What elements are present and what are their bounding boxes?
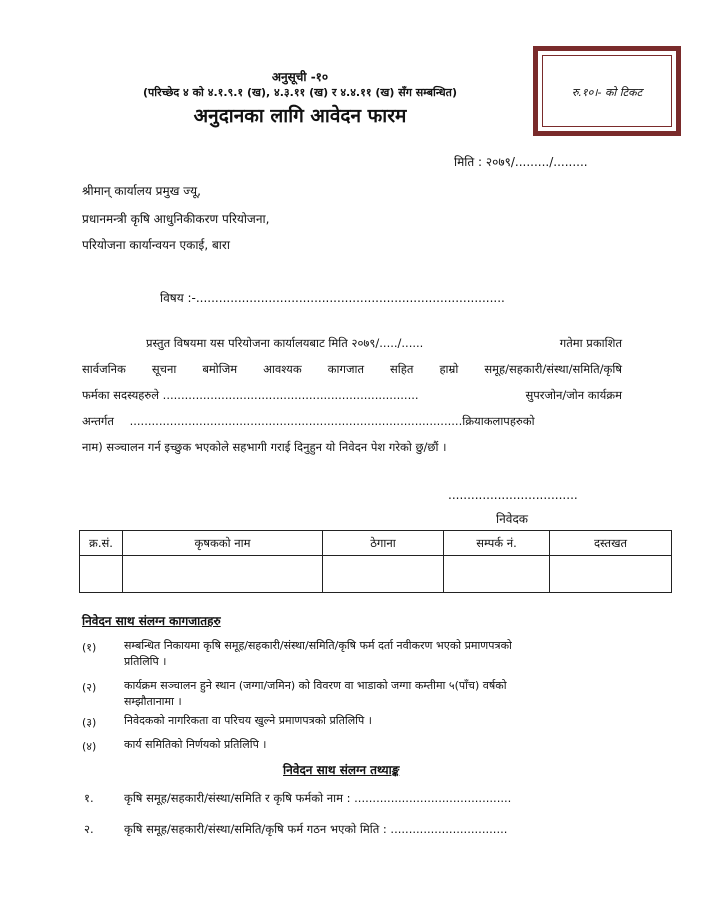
subject-field[interactable]: विषय :-................................................................................. (160, 291, 505, 305)
col-address-header: ठेगाना (323, 531, 444, 556)
attachment-2-line-1: कार्यक्रम सञ्चालन हुने स्थान (जग्गा/जमिन) को विवरण वा भाडाको जग्गा कम्तीमा ५(पाँच) वर्षको (124, 679, 507, 692)
table-cell-farmer-name[interactable] (123, 556, 323, 593)
attachment-4-line-1: कार्य समितिको निर्णयको प्रतिलिपि । (124, 738, 267, 751)
body-line-3 (82, 382, 622, 408)
attachment-4-number: (४) (82, 740, 97, 753)
attachment-3-text (124, 713, 644, 729)
body-word: कागजात (327, 362, 365, 376)
col-signature-header: दस्तखत (550, 531, 672, 556)
body-word: आवश्यक (263, 362, 302, 376)
facts-heading: निवेदन साथ संलग्न तथ्याङ्क (283, 763, 400, 777)
table-cell-serial[interactable] (80, 556, 123, 593)
ticket-stamp-label: रु.१०।- को टिकट (571, 86, 643, 99)
addressee-line-2: प्रधानमन्त्री कृषि आधुनिकीकरण परियोजना, (82, 212, 270, 226)
table-row (80, 556, 672, 593)
attachment-2-text (124, 678, 644, 710)
col-serial-header: क्र.सं. (80, 531, 123, 556)
attachment-1-line-1: सम्बन्धित निकायमा कृषि समूह/सहकारी/संस्था/समिति/कृषि फर्म दर्ता नवीकरण भएको प्रमाणपत्रको (124, 639, 512, 652)
applicant-label: निवेदक (496, 512, 529, 526)
body-word: सहित (390, 362, 414, 376)
col-farmer-name-header: कृषकको नाम (123, 531, 323, 556)
table-cell-address[interactable] (323, 556, 444, 593)
attachment-1-line-2: प्रतिलिपि । (124, 655, 167, 668)
col-contact-header: सम्पर्क नं. (444, 531, 550, 556)
fact-1-number: १. (84, 791, 94, 805)
attachment-1-number: (१) (82, 641, 97, 654)
schedule-reference: (परिच्छेद ४ को ४.१.९.१ (ख), ४.३.११ (ख) र ४.४.११ (ख) सँग सम्बन्धित) (143, 86, 457, 99)
body-line-4-start: अन्तर्गत (82, 414, 114, 428)
attachment-2-number: (२) (82, 681, 97, 694)
fact-2-field[interactable]: कृषि समूह/सहकारी/संस्था/समिति/कृषि फर्म गठन भएको मिति : ................................ (124, 822, 508, 836)
body-line-3-text[interactable]: फर्मका सदस्यहरुले ...................................................................... (82, 388, 419, 402)
body-line-1 (82, 330, 622, 356)
application-body (82, 330, 622, 460)
addressee-line-3: परियोजना कार्यान्वयन एकाई, बारा (82, 238, 230, 252)
attachments-heading: निवेदन साथ संलग्न कागजातहरु (82, 614, 221, 628)
attachment-4-text (124, 737, 644, 753)
fact-1-field[interactable]: कृषि समूह/सहकारी/संस्था/समिति र कृषि फर्मको नाम : ........................................... (124, 791, 512, 805)
addressee-line-1: श्रीमान् कार्यालय प्रमुख ज्यू, (82, 184, 201, 198)
body-word: सूचना (151, 362, 177, 376)
body-word: हाम्रो (439, 362, 459, 376)
body-line-4 (82, 408, 622, 434)
form-title: अनुदानका लागि आवेदन फारम (193, 105, 407, 127)
farmers-table (79, 530, 672, 593)
body-word: समूह/सहकारी/संस्था/समिति/कृषि (484, 362, 622, 376)
date-field[interactable]: मिति : २०७९/........./......... (454, 155, 588, 169)
table-cell-contact[interactable] (444, 556, 550, 593)
body-word: बमोजिम (202, 362, 238, 376)
schedule-number: अनुसूची -१० (271, 70, 329, 84)
body-line-1-text: प्रस्तुत विषयमा यस परियोजना कार्यालयबाट मिति २०७९/...../...... (146, 336, 424, 350)
attachment-2-line-2: सम्झौतानामा । (124, 695, 182, 708)
body-line-4-activities[interactable]: ...........................................................................................क्रियाकलापहरुको (129, 414, 535, 428)
body-line-1-end: गतेमा प्रकाशित (559, 336, 622, 350)
applicant-signature-line[interactable]: .................................. (448, 488, 578, 502)
body-line-5: नाम) सञ्चालन गर्न इच्छुक भएकोले सहभागी गराई दिनुहुन यो निवेदन पेश गरेको छु/छौं । (82, 440, 447, 454)
attachment-3-line-1: निवेदकको नागरिकता वा परिचय खुल्ने प्रमाणपत्रको प्रतिलिपि । (124, 714, 372, 727)
fact-2-number: २. (84, 822, 94, 836)
table-cell-signature[interactable] (550, 556, 672, 593)
attachment-3-number: (३) (82, 716, 97, 729)
body-word: सार्वजनिक (82, 362, 126, 376)
body-line-3-end: सुपरजोन/जोन कार्यक्रम (525, 388, 622, 402)
table-header-row (80, 531, 672, 556)
body-line-2 (82, 356, 622, 382)
attachment-1-text (124, 638, 644, 670)
ticket-stamp-box (533, 46, 681, 136)
